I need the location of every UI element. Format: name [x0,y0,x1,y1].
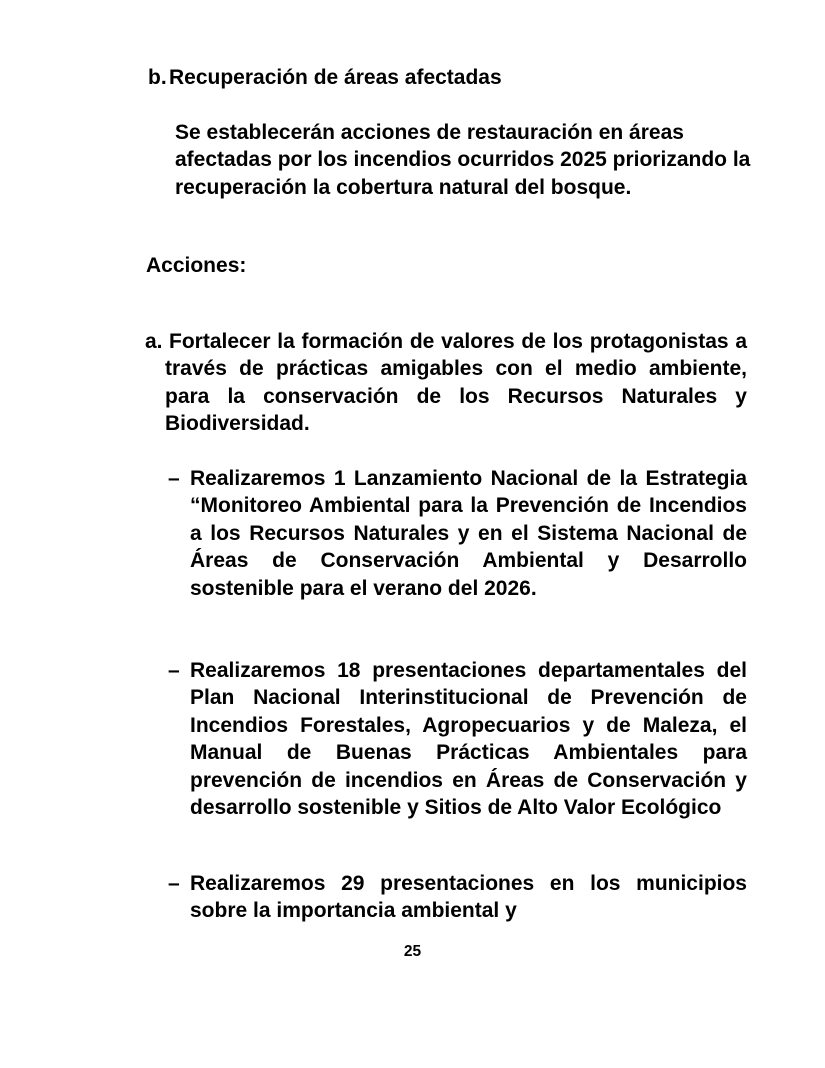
dash-bullet-marker: – [168,659,180,682]
page-number: 25 [403,943,422,960]
intro-paragraph: Se establecerán acciones de restauración en áreas afectadas por los incendios ocurridos 2025 priorizando la recuperación la cobertura natural del bosque. [175,121,751,199]
dash-bullet-item [168,870,747,925]
dash-bullet-marker: – [168,467,180,490]
dash-bullet-text: Realizaremos 29 presentaciones en los municipios sobre la importancia ambiental y [190,872,747,923]
dash-bullet-item [168,657,747,821]
list-item-a-text: Fortalecer la formación de valores de los protagonistas a través de prácticas amigables con el medio ambiente, para la conservación de los Recursos Naturales y Biodiversidad. [165,330,747,436]
list-marker-b: b. [148,66,167,89]
section-heading-b-text: Recuperación de áreas afectadas [169,66,502,89]
section-heading-b [148,64,502,91]
dash-bullet-item [168,465,747,602]
acciones-heading: Acciones: [146,254,247,277]
dash-bullet-marker: – [168,872,180,895]
dash-bullet-text: Realizaremos 1 Lanzamiento Nacional de la Estrategia “Monitoreo Ambiental para la Prevención de Incendios a los Recursos Naturales y en el Sistema Nacional de Áreas de Conservación Ambiental y Desarrollo sostenible para el verano del 2026. [190,467,747,600]
list-item-a [145,328,747,438]
dash-bullet-text: Realizaremos 18 presentaciones departamentales del Plan Nacional Interinstitucional de Prevención de Incendios Forestales, Agropecuarios y de Maleza, el Manual de Buenas Prácticas Ambientales para prevención de incendios en Áreas de Conservación y desarrollo sostenible y Sitios de Alto Valor Ecológico [190,659,747,820]
list-marker-a: a. [145,330,163,353]
